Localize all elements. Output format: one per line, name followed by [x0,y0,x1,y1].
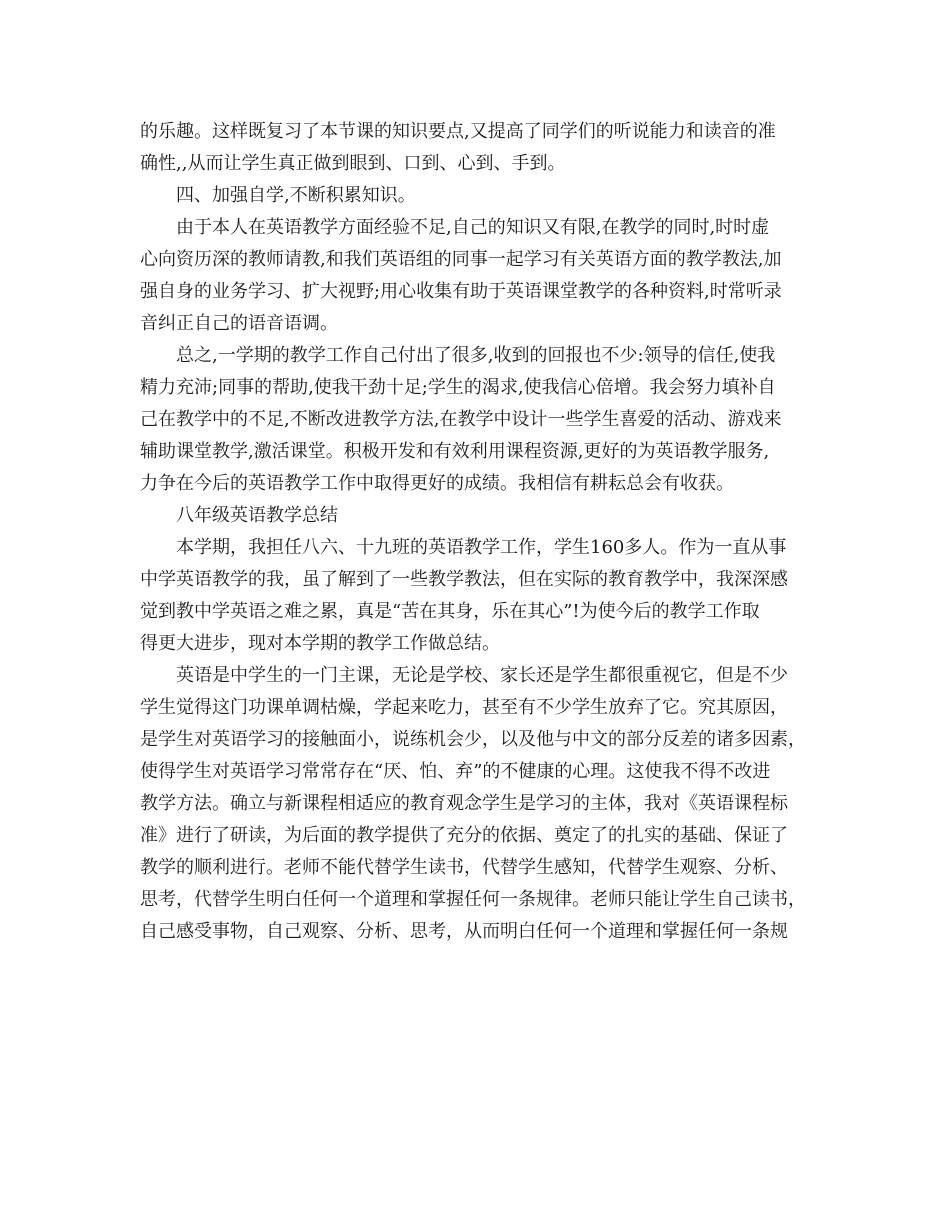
text-line: 的乐趣。这样既复习了本节课的知识要点,又提高了同学们的听说能力和读音的准 [140,121,776,142]
text-line: 音纠正自己的语音语调。 [140,313,338,334]
text-line: 己在教学中的不足,不断改进教学方法,在教学中设计一些学生喜爱的活动、游戏来 [140,409,782,430]
text-line: 心向资历深的教师请教,和我们英语组的同事一起学习有关英语方面的教学教法,加 [140,249,782,270]
text-line: 强自身的业务学习、扩大视野;用心收集有助于英语课堂教学的各种资料,时常听录 [140,281,782,302]
text-line: 教学的顺利进行。老师不能代替学生读书，代替学生感知，代替学生观察、分析、 [140,857,788,878]
text-line: 是学生对英语学习的接触面小，说练机会少，以及他与中文的部分反差的诸多因素， [140,729,806,750]
text-line: 总之,一学期的教学工作自己付出了很多,收到的回报也不少:领导的信任,使我 [176,345,776,366]
text-line: 自己感受事物，自己观察、分析、思考，从而明白任何一个道理和掌握任何一条规 [140,921,788,942]
text-line: 四、加强自学,不断积累知识。 [176,185,416,206]
text-line: 力争在今后的英语教学工作中取得更好的成绩。我相信有耕耘总会有收获。 [140,473,734,494]
text-line: 思考，代替学生明白任何一个道理和掌握任何一条规律。老师只能让学生自己读书， [140,889,806,910]
text-line: 得更大进步，现对本学期的教学工作做总结。 [140,633,500,654]
text-line: 觉到教中学英语之难之累，真是“苦在其身，乐在其心”!为使今后的教学工作取 [140,601,760,622]
text-line: 本学期，我担任八六、十九班的英语教学工作，学生160多人。作为一直从事 [176,537,787,558]
text-line: 八年级英语教学总结 [176,505,338,526]
text-line: 使得学生对英语学习常常存在“厌、怕、弃”的不健康的心理。这使我不得不改进 [140,761,771,782]
text-line: 由于本人在英语教学方面经验不足,自己的知识又有限,在教学的同时,时时虚 [176,217,770,238]
text-line: 中学英语教学的我，虽了解到了一些教学教法，但在实际的教育教学中，我深深感 [140,569,788,590]
text-line: 学生觉得这门功课单调枯燥，学起来吃力，甚至有不少学生放弃了它。究其原因， [140,697,788,718]
text-line: 准》进行了研读，为后面的教学提供了充分的依据、奠定了的扎实的基础、保证了 [140,825,788,846]
document-body [140,116,812,948]
text-line: 辅助课堂教学,激活课堂。积极开发和有效利用课程资源,更好的为英语教学服务, [140,441,770,462]
text-line: 精力充沛;同事的帮助,使我干劲十足;学生的渴求,使我信心倍增。我会努力填补自 [140,377,776,398]
text-line: 教学方法。确立与新课程相适应的教育观念学生是学习的主体，我对《英语课程标 [140,793,788,814]
text-line: 英语是中学生的一门主课，无论是学校、家长还是学生都很重视它，但是不少 [176,665,788,686]
text-line: 确性,,从而让学生真正做到眼到、口到、心到、手到。 [140,153,566,174]
